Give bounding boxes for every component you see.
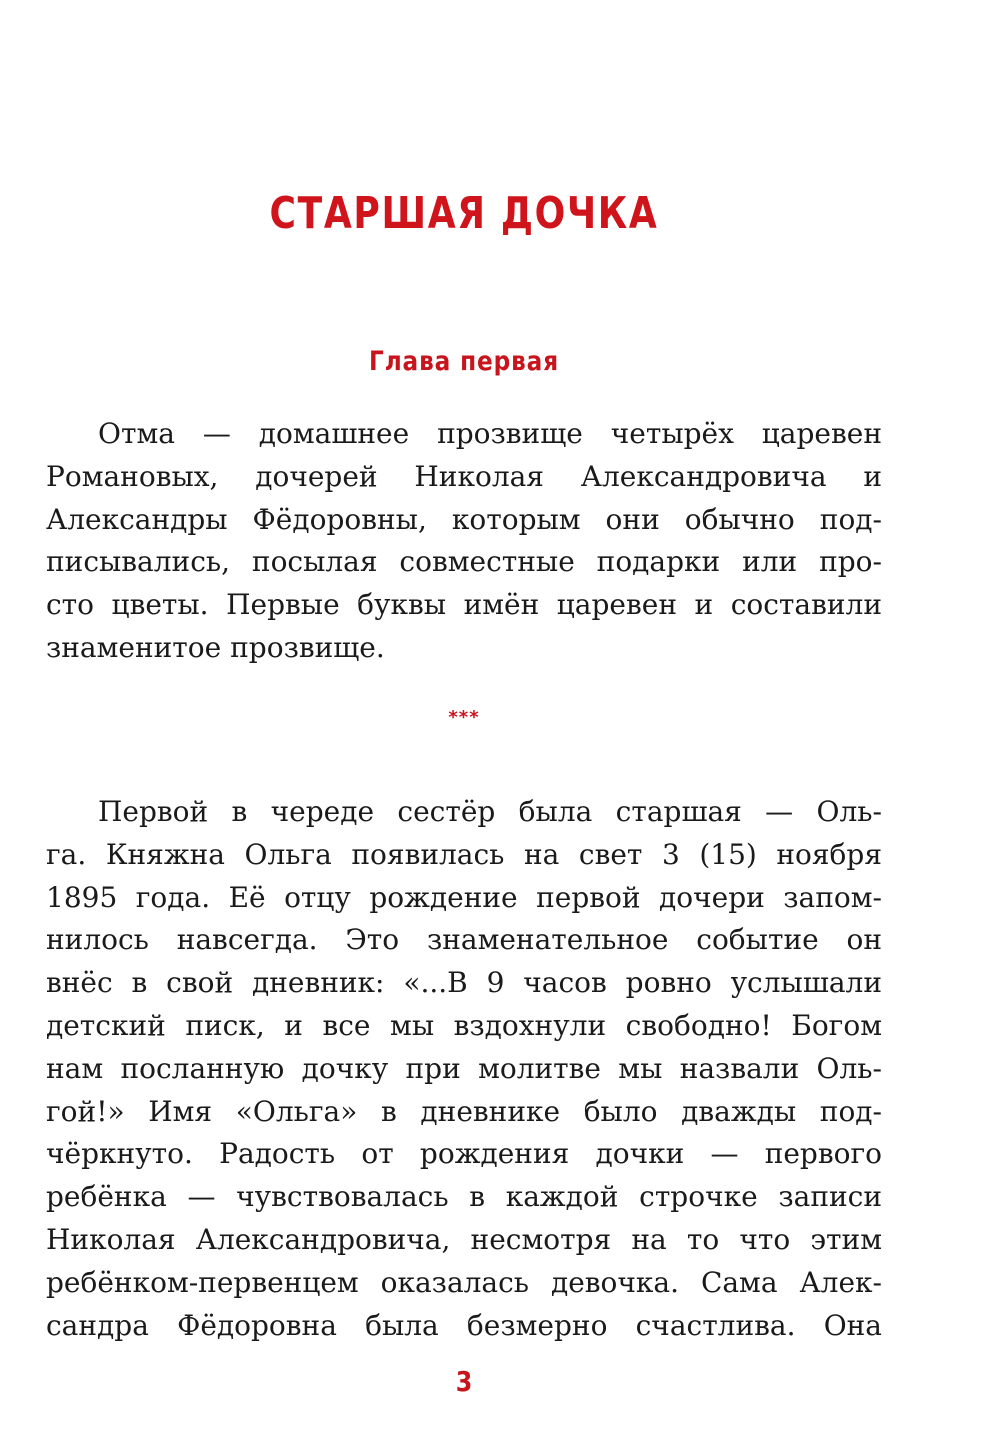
text-line: Александры Фёдоровны, которым они обычно под- (46, 502, 882, 536)
text-line: га. Княжна Ольга появилась на свет 3 (15) ноября (46, 837, 882, 871)
text-line: ребёнком-первенцем оказалась девочка. Сама Алек- (46, 1265, 882, 1299)
text-line: нам посланную дочку при молитве мы назвали Оль- (46, 1051, 882, 1085)
section-separator: *** (448, 707, 480, 728)
text-line: сандра Фёдоровна была безмерно счастлива. Она (46, 1308, 882, 1342)
text-line: Николая Александровича, несмотря на то что этим (46, 1222, 882, 1256)
text-line: 1895 года. Её отцу рождение первой дочери запом- (46, 880, 882, 914)
text-line: Отма — домашнее прозвище четырёх царевен (98, 417, 882, 450)
text-line: чёркнуто. Радость от рождения дочки — первого (46, 1137, 882, 1171)
text-line: внёс в свой дневник: «...В 9 часов ровно услышали (46, 966, 882, 1000)
text-line: ребёнка — чувствовалась в каждой строчке записи (46, 1180, 882, 1214)
text-line: Романовых, дочерей Николая Александровича и (46, 459, 882, 493)
text-line: детский писк, и все мы вздохнули свободно! Богом (46, 1008, 882, 1042)
text-line: писывались, посылая совместные подарки или про- (46, 545, 882, 579)
text-line: сто цветы. Первые буквы имён царевен и составили (46, 588, 882, 622)
paragraph-otma (46, 413, 882, 670)
text-line: гой!» Имя «Ольга» в дневнике было дважды под- (46, 1094, 882, 1128)
chapter-heading: Глава первая (369, 346, 559, 377)
text-line: Первой в череде сестёр была старшая — Оль- (98, 795, 882, 828)
text-line: нилось навсегда. Это знаменательное событие он (46, 923, 882, 957)
paragraph-olga (46, 791, 882, 1347)
story-title: СТАРШАЯ ДОЧКА (269, 188, 659, 239)
page-number: 3 (455, 1365, 473, 1398)
text-line: знаменитое прозвище. (46, 630, 385, 664)
